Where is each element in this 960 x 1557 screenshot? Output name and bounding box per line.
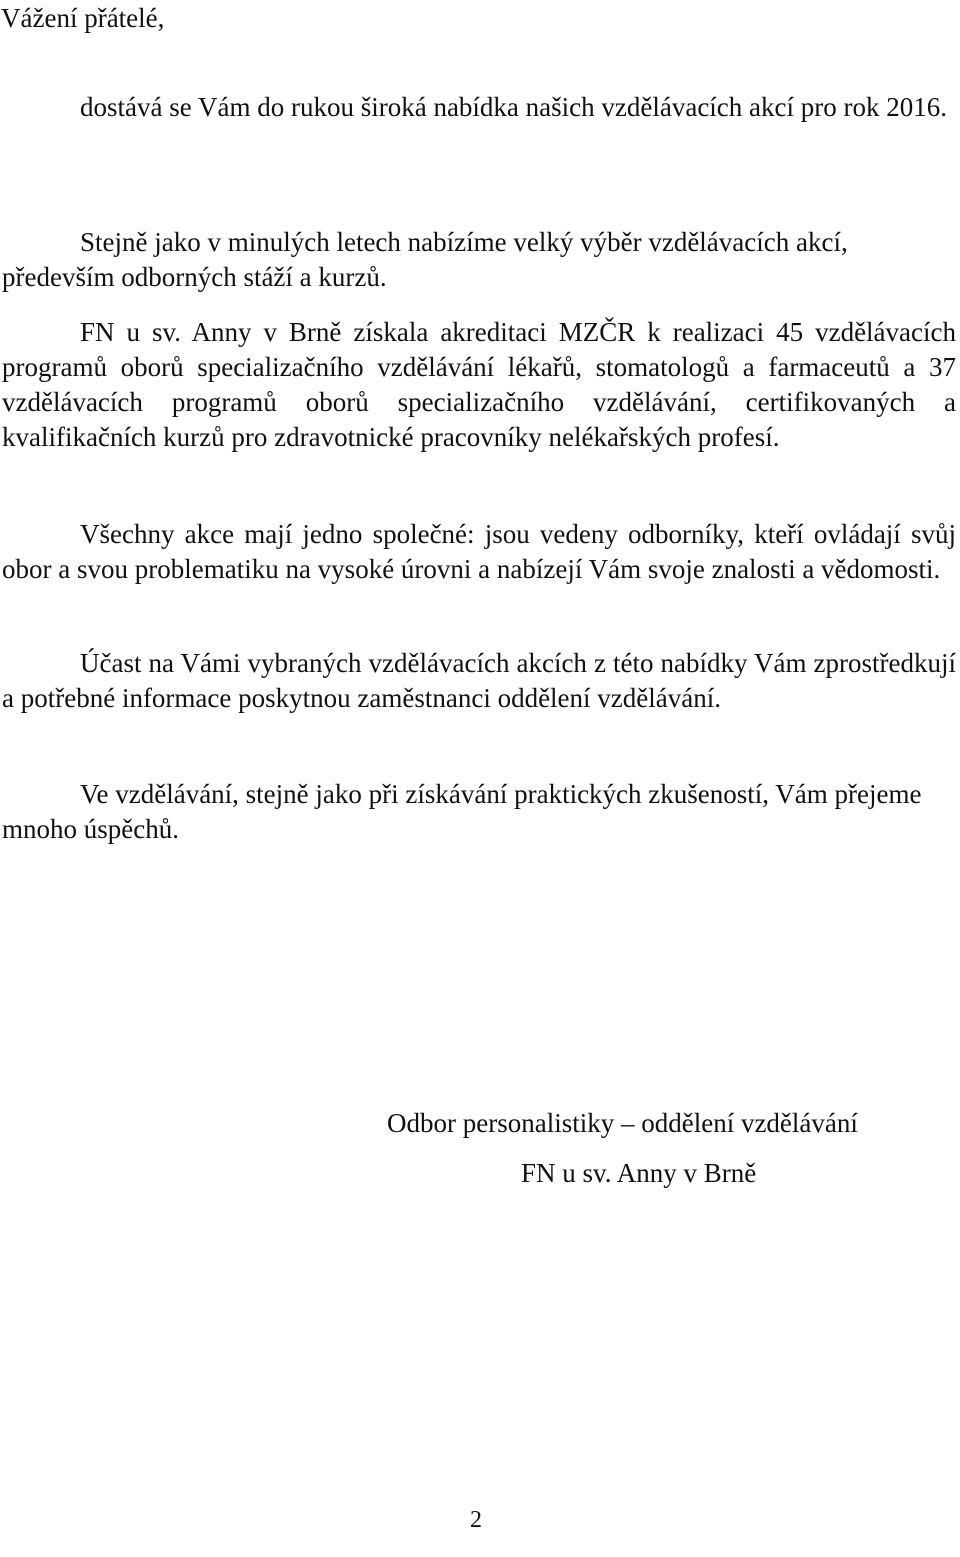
- signature-institution: FN u sv. Anny v Brně: [521, 1158, 757, 1188]
- signature-department: Odbor personalistiky – oddělení vzdělávání: [387, 1108, 858, 1138]
- page-number: 2: [470, 1507, 482, 1533]
- paragraph-offer: Stejně jako v minulých letech nabízíme velký výběr vzdělávacích akcí, především odborných stáží a kurzů.: [2, 227, 848, 292]
- greeting: Vážení přátelé,: [1, 3, 165, 33]
- paragraph-participation: Účast na Vámi vybraných vzdělávacích akcích z této nabídky Vám zprostředkují a potřebné informace poskytnou zaměstnanci oddělení vzdělávání.: [2, 648, 956, 713]
- paragraph-intro: dostává se Vám do rukou široká nabídka našich vzdělávacích akcí pro rok 2016.: [80, 92, 947, 122]
- paragraph-experts: Všechny akce mají jedno společné: jsou vedeny odborníky, kteří ovládají svůj obor a svou problematiku na vysoké úrovni a nabízejí Vám svoje znalosti a vědomosti.: [2, 519, 956, 584]
- paragraph-closing: Ve vzdělávání, stejně jako při získávání praktických zkušeností, Vám přejeme mnoho úspěchů.: [2, 779, 922, 844]
- paragraph-accreditation: FN u sv. Anny v Brně získala akreditaci MZČR k realizaci 45 vzdělávacích programů oborů specializačního vzdělávání lékařů, stomatologů a farmaceutů a 37 vzdělávacích programů oborů specializačního vzdělávání, certifikovaných a kvalifikačních kurzů pro zdravotnické pracovníky nelékařských profesí.: [2, 317, 956, 452]
